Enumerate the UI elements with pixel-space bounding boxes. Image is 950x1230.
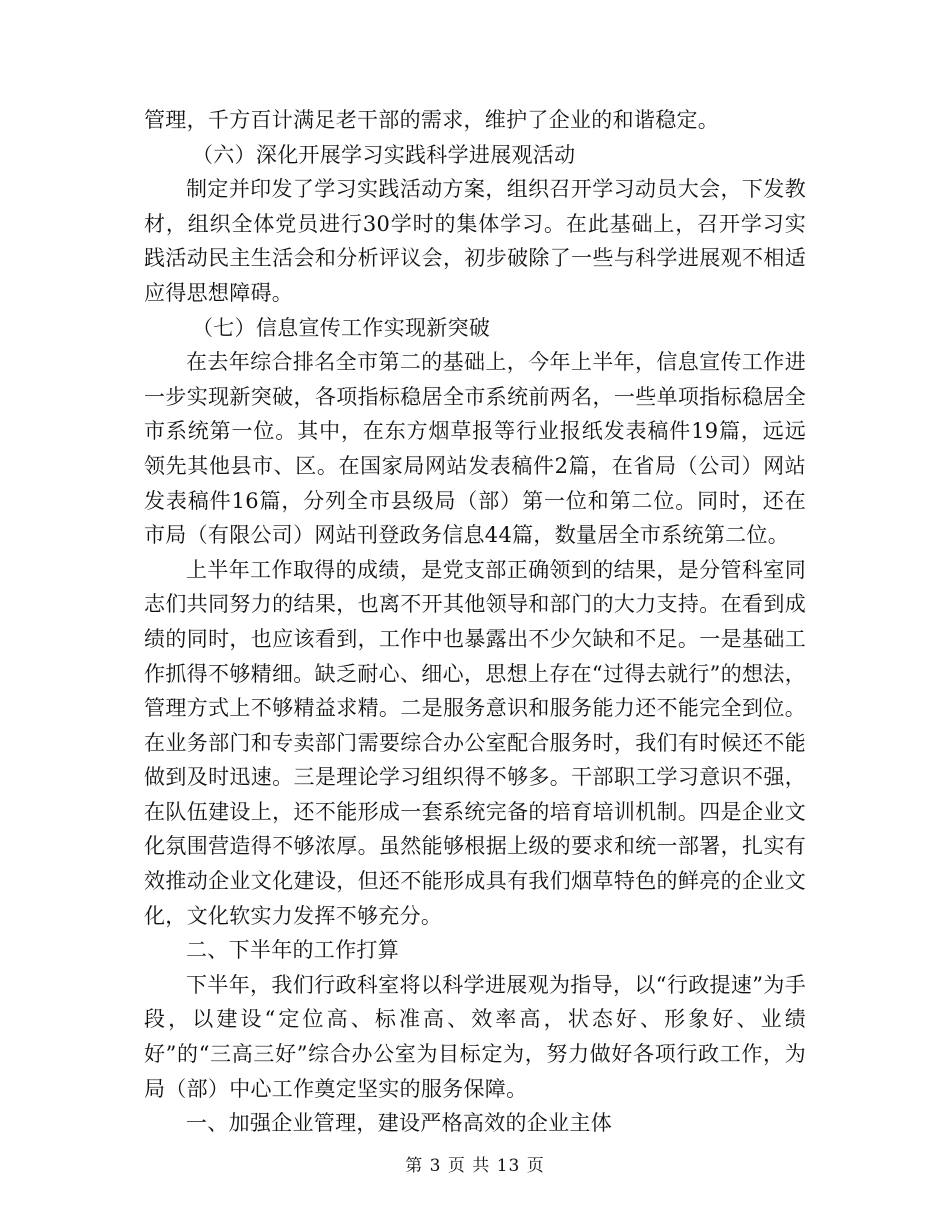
paragraph-second-half-intro: 下半年，我们行政科室将以科学进展观为指导，以“行政提速”为手段，以建设“定位高、标准高、效率高，状态好、形象好、业绩好”的“三高三好”综合办公室为目标定为，努力做好各项行政工作，为局（部）中心工作奠定坚实的服务保障。 <box>144 972 806 1101</box>
paragraph-study-practice: 制定并印发了学习实践活动方案，组织召开学习动员大会，下发教材，组织全体党员进行30学时的集体学习。在此基础上，召开学习实践活动民主生活会和分析评议会，初步破除了一些与科学进展观不相适应得思想障碍。 <box>144 177 806 305</box>
paragraph-continuation: 管理，千方百计满足老干部的需求，维护了企业的和谐稳定。 <box>144 108 720 132</box>
section-heading-7: （七）信息宣传工作实现新突破 <box>192 315 491 340</box>
page-number-footer: 第 3 页 共 13 页 <box>405 1156 545 1176</box>
paragraph-information-publicity: 在去年综合排名全市第二的基础上，今年上半年，信息宣传工作进一步实现新突破，各项指标稳居全市系统前两名，一些单项指标稳居全市系统第一位。其中，在东方烟草报等行业报纸发表稿件19篇，远远领先其他县市、区。在国家局网站发表稿件2篇，在省局（公司）网站发表稿件16篇，分列全市县级局（部）第一位和第二位。同时，还在市局（有限公司）网站刊登政务信息44篇，数量居全市系统第二位。 <box>144 350 806 548</box>
section-heading-enterprise-management: 一、加强企业管理，建设严格高效的企业主体 <box>186 1111 612 1136</box>
paragraph-achievements-shortcomings: 上半年工作取得的成绩，是党支部正确领到的结果，是分管科室同志们共同努力的结果，也离不开其他领导和部门的大力支持。在看到成绩的同时，也应该看到，工作中也暴露出不少欠缺和不足。一是基础工作抓得不够精细。缺乏耐心、细心，思想上存在“过得去就行”的想法，管理方式上不够精益求精。二是服务意识和服务能力还不能完全到位。在业务部门和专卖部门需要综合办公室配合服务时，我们有时候还不能做到及时迅速。三是理论学习组织得不够多。干部职工学习意识不强，在队伍建设上，还不能形成一套系统完备的培育培训机制。四是企业文化氛围营造得不够浓厚。虽然能够根据上级的要求和统一部署，扎实有效推动企业文化建设，但还不能形成具有我们烟草特色的鲜亮的企业文化，文化软实力发挥不够充分。 <box>144 557 806 928</box>
section-heading-6: （六）深化开展学习实践科学进展观活动 <box>192 142 576 167</box>
document-body <box>144 103 806 1141</box>
section-heading-second-half-plan: 二、下半年的工作打算 <box>186 938 399 963</box>
